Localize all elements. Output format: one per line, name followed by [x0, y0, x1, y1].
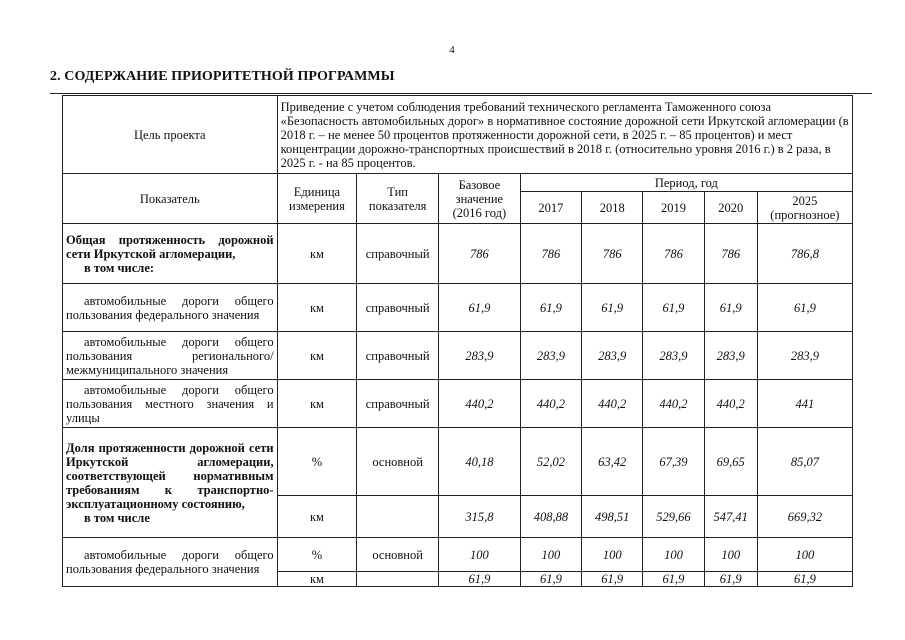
- indicator-tail: в том числе: [84, 510, 150, 525]
- value-cell: 498,51: [582, 496, 643, 538]
- table-row: [63, 284, 853, 332]
- value-cell: 100: [520, 538, 581, 572]
- value-cell: 283,9: [643, 332, 704, 380]
- type-cell: справочный: [357, 284, 439, 332]
- type-cell: [357, 496, 439, 538]
- value-cell: 61,9: [757, 572, 852, 587]
- table-row: [63, 380, 853, 428]
- header-indicator: Показатель: [63, 174, 278, 224]
- unit-cell: км: [277, 284, 357, 332]
- value-cell: 100: [582, 538, 643, 572]
- table-row: [63, 224, 853, 284]
- value-cell: 69,65: [704, 428, 757, 496]
- indicator-text: Общая протяженность дорожной сети Иркутской агломерации,: [66, 232, 274, 261]
- type-cell: справочный: [357, 380, 439, 428]
- value-cell: 440,2: [582, 380, 643, 428]
- value-cell: 283,9: [520, 332, 581, 380]
- indicator-tail: в том числе:: [84, 260, 155, 275]
- value-cell: 440,2: [704, 380, 757, 428]
- type-cell: основной: [357, 538, 439, 572]
- value-cell: 786: [582, 224, 643, 284]
- value-cell: 61,9: [582, 284, 643, 332]
- unit-cell: км: [277, 572, 357, 587]
- table-row: [63, 428, 853, 496]
- indicator-text: Доля протяженности дорожной сети Иркутской агломерации, соответствующей нормативным требованиям к транспортно-эксплуатационному состоянию,: [66, 440, 274, 511]
- value-cell: 283,9: [704, 332, 757, 380]
- value-cell: 61,9: [520, 284, 581, 332]
- value-cell: 61,9: [582, 572, 643, 587]
- goal-label: Цель проекта: [63, 96, 278, 174]
- unit-cell: км: [277, 224, 357, 284]
- value-cell: 786: [704, 224, 757, 284]
- indicator-cell: автомобильные дороги общего пользования местного значения и улицы: [63, 380, 278, 428]
- page-number: 4: [449, 44, 455, 56]
- header-year: 2025 (прогнозное): [757, 192, 852, 224]
- value-cell: 61,9: [520, 572, 581, 587]
- indicator-cell: [63, 428, 278, 538]
- unit-cell: км: [277, 496, 357, 538]
- value-cell: 61,9: [643, 572, 704, 587]
- value-cell: 100: [704, 538, 757, 572]
- header-base: Базовое значение (2016 год): [439, 174, 521, 224]
- value-cell: 669,32: [757, 496, 852, 538]
- unit-cell: %: [277, 428, 357, 496]
- program-table: [62, 95, 853, 587]
- type-cell: справочный: [357, 224, 439, 284]
- base-cell: 315,8: [439, 496, 521, 538]
- header-year: 2019: [643, 192, 704, 224]
- value-cell: 440,2: [520, 380, 581, 428]
- value-cell: 100: [643, 538, 704, 572]
- indicator-cell: автомобильные дороги общего пользования федерального значения: [63, 284, 278, 332]
- value-cell: 441: [757, 380, 852, 428]
- indicator-cell: автомобильные дороги общего пользования регионального/ межмуниципального значения: [63, 332, 278, 380]
- value-cell: 61,9: [704, 284, 757, 332]
- type-cell: справочный: [357, 332, 439, 380]
- base-cell: 61,9: [439, 284, 521, 332]
- header-period: Период, год: [520, 174, 852, 192]
- value-cell: 61,9: [757, 284, 852, 332]
- value-cell: 547,41: [704, 496, 757, 538]
- base-cell: 40,18: [439, 428, 521, 496]
- value-cell: 100: [757, 538, 852, 572]
- value-cell: 786: [520, 224, 581, 284]
- value-cell: 63,42: [582, 428, 643, 496]
- header-row-1: [63, 174, 853, 192]
- value-cell: 440,2: [643, 380, 704, 428]
- value-cell: 529,66: [643, 496, 704, 538]
- value-cell: 786,8: [757, 224, 852, 284]
- header-unit: Единица измерения: [277, 174, 357, 224]
- header-year: 2020: [704, 192, 757, 224]
- header-type: Тип показателя: [357, 174, 439, 224]
- table-row: [63, 332, 853, 380]
- base-cell: 440,2: [439, 380, 521, 428]
- unit-cell: км: [277, 380, 357, 428]
- value-cell: 283,9: [757, 332, 852, 380]
- value-cell: 52,02: [520, 428, 581, 496]
- table-row: [63, 538, 853, 572]
- header-year: 2017: [520, 192, 581, 224]
- unit-cell: %: [277, 538, 357, 572]
- goal-text: Приведение с учетом соблюдения требований технического регламента Таможенного союза «Безопасность автомобильных дорог» в нормативное состояние дорожной сети Иркутской агломерации (в 2018 г. – не менее 50 процентов протяженности дорожной сети, в 2025 г. – 85 процентов) и мест концентрации дорожно-транспортных происшествий в 2018 г. (относительно уровня 2016 г.) в 2 раза, в 2025 г. - на 85 процентов.: [277, 96, 852, 174]
- indicator-cell: [63, 224, 278, 284]
- value-cell: 67,39: [643, 428, 704, 496]
- indicator-cell: автомобильные дороги общего пользования федерального значения: [63, 538, 278, 587]
- value-cell: 283,9: [582, 332, 643, 380]
- value-cell: 61,9: [704, 572, 757, 587]
- section-title: 2. СОДЕРЖАНИЕ ПРИОРИТЕТНОЙ ПРОГРАММЫ: [50, 69, 395, 84]
- base-cell: 100: [439, 538, 521, 572]
- unit-cell: км: [277, 332, 357, 380]
- title-rule: [50, 93, 872, 94]
- value-cell: 85,07: [757, 428, 852, 496]
- base-cell: 61,9: [439, 572, 521, 587]
- base-cell: 786: [439, 224, 521, 284]
- type-cell: [357, 572, 439, 587]
- goal-row: [63, 96, 853, 174]
- header-year: 2018: [582, 192, 643, 224]
- type-cell: основной: [357, 428, 439, 496]
- base-cell: 283,9: [439, 332, 521, 380]
- value-cell: 786: [643, 224, 704, 284]
- value-cell: 61,9: [643, 284, 704, 332]
- value-cell: 408,88: [520, 496, 581, 538]
